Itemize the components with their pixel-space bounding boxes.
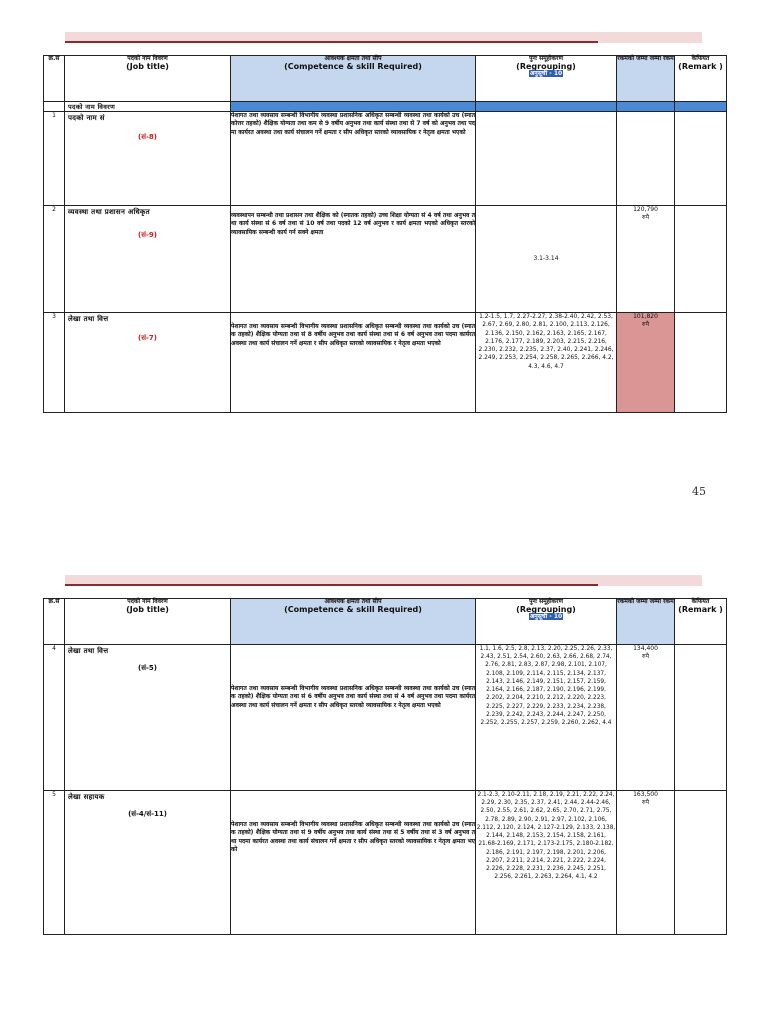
header-regroup-local: पुनः समूहीकरण [529,598,563,605]
header-remark-en: (Remark ) [678,604,723,614]
header-remark [675,56,727,102]
row-remark [675,206,727,313]
header-regroup-tag: अनुसूची - 10 [529,613,563,621]
header-job-title-en: (Job title) [126,61,169,71]
row-remark [675,645,727,791]
header-regroup [476,599,617,645]
row-job-cell [65,313,231,413]
row-job-code: (सं-7) [138,334,157,342]
table-header-row [44,56,727,102]
header-remark-en: (Remark ) [678,61,723,71]
header-job-title [65,56,231,102]
row-sn: 5 [44,791,65,935]
header-job-title-local: पदको नाम विवरण [127,55,168,62]
row-regroup: 2.1-2.3, 2.10-2.11, 2.18, 2.19, 2.21, 2.22, 2.24, 2.29, 2.30, 2.35, 2.37, 2.41, 2.44, 2.44-2.46, 2.50, 2.55, 2.61, 2.62, 2.65, 2.70, 2.71, 2.75, 2.78, 2.89, 2.90, 2.91, 2.97, 2.102, 2.106, 2.112, 2.120, 2.124, 2.127-2.129, 2.133, 2.138, 2.144, 2.148, 2.153, 2.154, 2.158, 2.161, 21.68-2.169, 2.171, 2.173-2.175, 2.180-2.182, 2.186, 2.191, 2.197, 2.198, 2.201, 2.206, 2.207, 2.211, 2.214, 2.221, 2.222, 2.224, 2.226, 2.228, 2.231, 2.236, 2.245, 2.251, 2.256, 2.261, 2.263, 2.264, 4.1, 4.2 [476,791,617,935]
table-header-row [44,599,727,645]
row-sn: 1 [44,112,65,206]
table-row [44,206,727,313]
header-remark-local: कैफियत [691,55,710,62]
row-amount-unit: रुपै [642,798,649,806]
header-rule [65,584,598,586]
row-job-code: (सं-4/सं-11) [128,810,167,818]
header-competence [231,599,476,645]
page-number: 45 [692,485,706,498]
row-sn: 3 [44,313,65,413]
header-job-title [65,599,231,645]
row-amount [617,206,675,313]
row-sn: 4 [44,645,65,791]
row-job-cell [65,645,231,791]
row-amount-unit: रुपै [642,320,649,328]
table-row [44,791,727,935]
row-job-cell [65,206,231,313]
row-competence: पेशागत तथा व्यवसाय सम्बन्धी विभागीय व्यवस्था प्रशासनिक अधिकृत सम्बन्धी व्यवस्था तथा कार्यको उच (स्नातक तहको) शैक्षिक योग्यता तथा सं 6 वर्षीय अनुभव तथा कार्य संस्था तथा सं 4 वर्ष अनुभव तथा पदमा कार्यरत अवस्था तथा कार्य संचालन गर्ने क्षमता र सीप अधिकृत स्तरको व्यावसायिक र नेतृत्व क्षमता भएको [231,645,476,791]
row-remark [675,791,727,935]
row-regroup [476,112,617,206]
header-regroup-tag: अनुसूची - 10 [529,70,563,78]
row-job-cell [65,112,231,206]
header-amount: रकमको जम्मा जम्मा रकम [617,599,675,645]
header-sn: क्र.सं [44,599,65,645]
header-regroup-en: (Regrouping) [516,61,576,71]
header-competence-en: (Competence & skill Required) [284,604,422,614]
row-amount-value: 134,400 [633,645,658,652]
row-amount [617,791,675,935]
job-table-page-2 [43,598,727,935]
row-job-title: लेखा सहायक [68,793,105,801]
row-amount [617,112,675,206]
row-amount [617,645,675,791]
row-job-title: लेखा तथा वित्त [68,315,109,323]
header-competence [231,56,476,102]
row-job-code: (सं-9) [138,231,157,239]
row-sn: 2 [44,206,65,313]
table-row [44,313,727,413]
header-sn: क्र.सं [44,56,65,102]
row-job-title: व्यवस्था तथा प्रशासन अधिकृत [68,208,150,216]
row-amount-value: 163,500 [633,791,658,798]
section-label: पदको नाम विवरण [65,102,231,112]
row-competence: पेशागत तथा व्यवसाय सम्बन्धी विभागीय व्यवस्था प्रशासनिक अधिकृत सम्बन्धी व्यवस्था तथा कार्यको उच (स्नातक तहको) शैक्षिक योग्यता तथा सं 8 वर्षीय अनुभव तथा कार्य संस्था तथा सं 6 वर्ष अनुभव तथा पदमा कार्यरत अवस्था तथा कार्य संचालन गर्ने क्षमता र सीप अधिकृत स्तरको व्यावसायिक र नेतृत्व क्षमता भएको [231,313,476,413]
row-job-title: पदको नाम सं [68,114,105,122]
job-table-page-1 [43,55,727,413]
table-row [44,645,727,791]
row-competence: व्यवस्थापन सम्बन्धी तथा प्रशासन तथा शैक्षिक को (स्नातक तहको) उच्च शिक्षा योग्यता सं 4 वर्ष तथा अनुभव तथा कार्य संस्था सं 6 वर्ष तथा सं 10 वर्ष तथा पदको 12 वर्ष अनुभव र कार्य क्षमता भएको अधिकृत स्तरको व्यावसायिक सम्बन्धी कार्य गर्न सक्ने क्षमता [231,206,476,313]
header-regroup [476,56,617,102]
row-job-cell [65,791,231,935]
row-amount-unit: रुपै [642,213,649,221]
header-job-title-local: पदको नाम विवरण [127,598,168,605]
header-competence-local: आवश्यक क्षमता तथा सीप [324,598,382,605]
row-job-code: (सं-8) [138,133,157,141]
section-band-row [44,102,727,112]
header-rule [65,41,598,43]
header-remark-local: कैफियत [691,598,710,605]
row-amount-value: 120,790 [633,206,658,213]
row-competence: पेशागत तथा व्यवसाय सम्बन्धी विभागीय व्यवस्था प्रशासनिक अधिकृत सम्बन्धी व्यवस्था तथा कार्यको उच (स्नातकोत्तर तहको) शैक्षिक योग्यता तथा कम से 9 वर्षीय अनुभव तथा कार्य संस्था तथा से 7 वर्ष को अनुभव तथा पदमा कार्यरत अवस्था तथा कार्य संचालन गर्ने क्षमता र सीप अधिकृत स्तरको व्यावसायिक र नेतृत्व क्षमता भएको [231,112,476,206]
header-remark [675,599,727,645]
header-regroup-en: (Regrouping) [516,604,576,614]
row-regroup: 3.1-3.14 [476,206,617,313]
header-regroup-local: पुनः समूहीकरण [529,55,563,62]
row-remark [675,313,727,413]
row-competence: पेशागत तथा व्यवसाय सम्बन्धी विभागीय व्यवस्था प्रशासनिक अधिकृत सम्बन्धी व्यवस्था तथा कार्यको उच (स्नातक तहको) शैक्षिक योग्यता तथा सं 9 वर्षीय अनुभव तथा कार्य संस्था तथा सं 5 वर्षीय तथा सं 3 वर्ष अनुभव तथा पदमा कार्यरत अवस्था तथा कार्य संचालन गर्ने क्षमता र सीप अधिकृत स्तरको व्यावसायिक र नेतृत्व क्षमता भएको [231,791,476,935]
row-job-code: (सं-5) [138,664,157,672]
header-competence-local: आवश्यक क्षमता तथा सीप [324,55,382,62]
header-amount: रकमको जम्मा जम्मा रकम [617,56,675,102]
row-remark [675,112,727,206]
row-amount-unit: रुपै [642,652,649,660]
row-regroup: 1.1, 1.6, 2.5, 2.8, 2.13, 2.20, 2.25, 2.26, 2.33, 2.43, 2.51, 2.54, 2.60, 2.63, 2.66, 2.68, 2.74, 2.76, 2.81, 2.83, 2.87, 2.98, 2.101, 2.107, 2.108, 2.109, 2.114, 2.115, 2.134, 2.137, 2.143, 2.146, 2.149, 2.151, 2.157, 2.159, 2.164, 2.166, 2.187, 2.190, 2.196, 2.199, 2.202, 2.204, 2.210, 2.212, 2.220, 2.223, 2.225, 2.227, 2.229, 2.233, 2.234, 2.238, 2.239, 2.242, 2.243, 2.244, 2.247, 2.250, 2.252, 2.255, 2.257, 2.259, 2.260, 2.262, 4.4 [476,645,617,791]
row-amount [617,313,675,413]
header-job-title-en: (Job title) [126,604,169,614]
row-job-title: लेखा तथा वित्त [68,647,109,655]
table-row [44,112,727,206]
row-regroup: 1.2-1.5, 1.7, 2.27-2.27, 2.38-2.40, 2.42, 2.53, 2.67, 2.69, 2.80, 2.81, 2.100, 2.113, 2.126, 2.136, 2.150, 2.162, 2.163, 2.165, 2.167, 2.176, 2.177, 2.189, 2.203, 2.215, 2.216, 2.230, 2.232, 2.235, 2.37, 2.40, 2.241, 2.246, 2.249, 2.253, 2.254, 2.258, 2.265, 2.266, 4.2, 4.3, 4.6, 4.7 [476,313,617,413]
header-competence-en: (Competence & skill Required) [284,61,422,71]
row-amount-value: 101,820 [633,313,658,320]
